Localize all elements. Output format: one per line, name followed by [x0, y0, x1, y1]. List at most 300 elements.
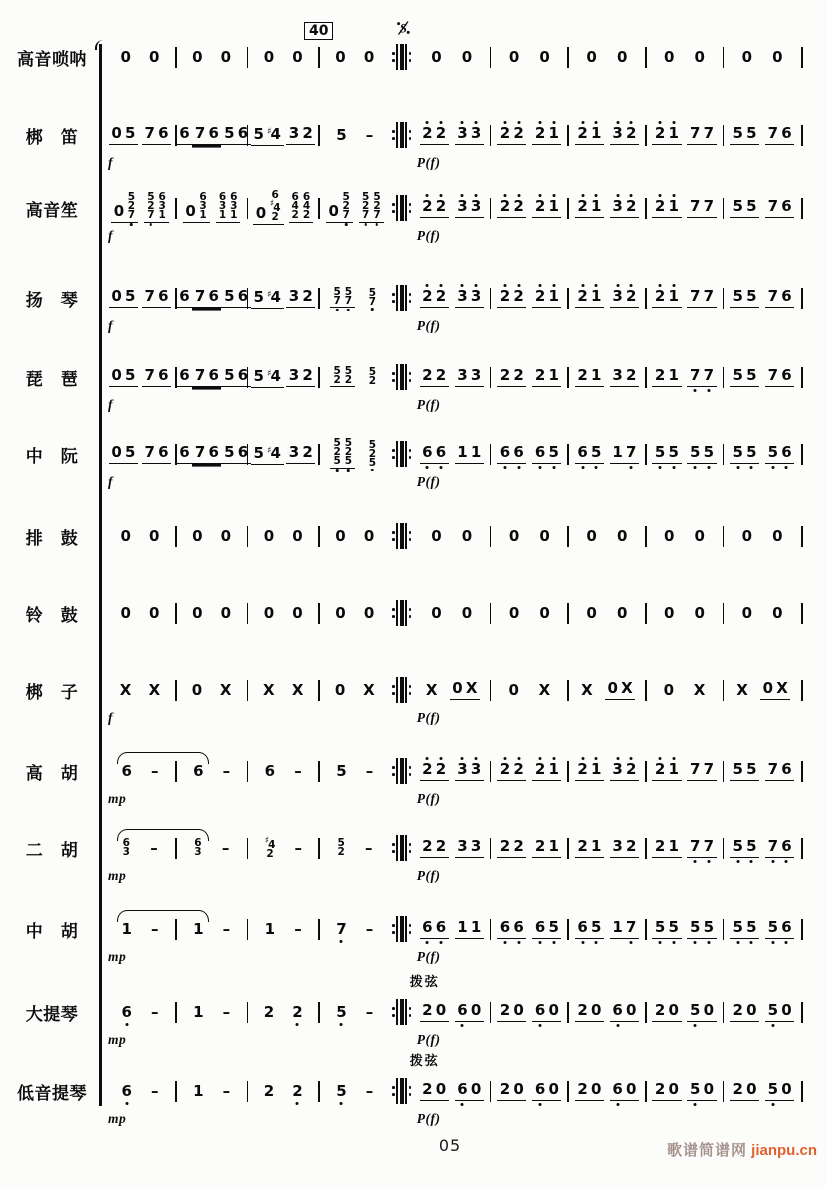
beat-group [218, 49, 234, 66]
note: 6 [193, 761, 204, 780]
note: 7 [702, 367, 716, 384]
repeat-dots [392, 843, 395, 852]
beat-group [146, 605, 162, 622]
note: 6 [302, 191, 311, 204]
measure [177, 990, 247, 1034]
note: 3 [611, 288, 625, 305]
note: 3 [470, 837, 482, 856]
note: 0 [590, 1001, 602, 1020]
notation-line [105, 749, 803, 806]
beat-group [739, 528, 755, 545]
dynamic-marking: mp [108, 1032, 127, 1047]
measure [491, 826, 567, 870]
octave-dot-low [461, 1103, 464, 1106]
note: 5 [333, 364, 341, 377]
note: 0 [435, 1001, 447, 1020]
dash-note: – [365, 1081, 374, 1100]
note: 6 [781, 366, 792, 385]
note: 0 [772, 603, 783, 622]
note: 2 [499, 366, 511, 385]
note: 1 [193, 919, 204, 938]
beat-group [532, 1081, 561, 1101]
beat-group [765, 288, 794, 308]
note: 5 [688, 1081, 702, 1098]
beat-group [730, 444, 759, 464]
repeat-dots [392, 766, 395, 775]
note: 7 [624, 919, 638, 936]
measure [248, 1069, 318, 1113]
staff-row-zhonghu [0, 907, 827, 964]
octave-dot-high [595, 194, 598, 197]
dash-note: – [294, 838, 303, 857]
note: 2 [434, 125, 448, 142]
octave-dot-low [364, 223, 367, 226]
note: 0 [616, 526, 628, 545]
note: 5 [333, 285, 341, 298]
note: 0 [431, 526, 442, 545]
beat-group [575, 919, 604, 939]
beat-group [190, 921, 206, 938]
measure [105, 432, 175, 489]
beat-group [610, 838, 639, 858]
notation-line [105, 591, 803, 635]
measure [105, 1069, 175, 1126]
note: 5 [344, 457, 352, 466]
measure [105, 276, 175, 333]
note: 6 [271, 189, 279, 202]
beat-group [692, 49, 708, 66]
repeat-dots [392, 293, 395, 302]
note: 3 [612, 837, 623, 856]
note: 5 [732, 197, 743, 216]
note: 1 [547, 198, 561, 215]
note: 5 [688, 919, 702, 936]
octave-dot-low [517, 941, 520, 944]
repeat-dots [392, 924, 395, 933]
octave-dot-low [707, 389, 710, 392]
beat-group [652, 125, 681, 145]
note-stack [343, 285, 354, 307]
note: 2 [577, 837, 588, 856]
beat-group [361, 605, 377, 622]
beat-group [420, 1002, 449, 1022]
octave-dot-high [503, 284, 506, 287]
repeat-barline-thick [400, 523, 404, 549]
instrument-label: 排 鼓 [25, 528, 79, 548]
repeat-barline-thick [400, 835, 404, 861]
note: 5 [373, 191, 381, 204]
note: 6 [512, 444, 526, 461]
note: 2 [654, 1001, 666, 1020]
note: 0 [664, 603, 675, 622]
beat-group [459, 528, 475, 545]
note: 2 [533, 125, 547, 142]
beat-group [363, 1083, 376, 1100]
instrument-label: 大提琴 [25, 1004, 79, 1024]
note: 2 [654, 837, 666, 856]
note: X [776, 679, 788, 698]
note: ♯4 [267, 125, 281, 144]
note: 3 [288, 287, 300, 306]
note: 5 [224, 124, 235, 143]
beat-group [420, 288, 449, 308]
note: 3 [456, 288, 470, 305]
note: 0 [263, 47, 275, 66]
note: 1 [667, 125, 681, 142]
octave-dot-low [785, 860, 788, 863]
staff-row-gaohu [0, 749, 827, 806]
barline [801, 526, 803, 547]
note: 0 [255, 204, 267, 223]
octave-dot-high [616, 121, 619, 124]
measure [248, 514, 318, 558]
beat-group [652, 288, 681, 308]
measure [491, 1069, 567, 1113]
beat-group [192, 444, 221, 464]
repeat-barline-thick [400, 600, 404, 626]
note: X [148, 680, 161, 699]
note: 5 [766, 1002, 780, 1019]
measure [414, 355, 490, 412]
octave-dot-high [616, 194, 619, 197]
note: 0 [111, 124, 122, 143]
beat-group [497, 1081, 526, 1101]
note: 2 [576, 198, 590, 215]
note: 1 [193, 1081, 204, 1100]
note: 5 [125, 287, 136, 306]
beat-group [429, 528, 445, 545]
beat-group [429, 605, 445, 622]
note: 5 [732, 124, 743, 143]
beat-group [109, 367, 138, 387]
measure [569, 276, 645, 320]
beat-group [610, 367, 639, 387]
note: 3 [218, 200, 227, 213]
note: 5 [335, 1004, 349, 1021]
beat-group [289, 193, 314, 223]
note: 0 [220, 526, 232, 545]
beat-group [119, 763, 135, 780]
note: 2 [653, 288, 667, 305]
beat-group [765, 125, 794, 145]
measure [569, 514, 645, 558]
octave-dot-low [539, 941, 542, 944]
repeat-sign [392, 916, 411, 942]
beat-group [326, 193, 353, 223]
note: 5 [224, 443, 235, 462]
beat-group [610, 919, 639, 939]
note: 0 [586, 526, 597, 545]
staff-row-paigu [0, 514, 827, 558]
beat-group [765, 1002, 794, 1022]
beat-group [455, 288, 484, 308]
note: 1 [612, 443, 623, 462]
note: 7 [194, 124, 206, 143]
note: 1 [612, 918, 623, 937]
octave-dot-high [517, 284, 520, 287]
note: 1 [264, 919, 276, 938]
note: 2 [147, 200, 155, 213]
repeat-sign [392, 122, 411, 148]
note: 7 [703, 197, 715, 216]
octave-dot-high [616, 284, 619, 287]
beat-group [334, 763, 350, 780]
octave-dot-low [581, 466, 584, 469]
beat-group [148, 840, 161, 857]
octave-dot-low [736, 860, 739, 863]
beat-group [216, 193, 241, 223]
note: 3 [456, 761, 470, 778]
octave-dot-low [616, 1024, 619, 1027]
note: 7 [703, 287, 715, 306]
barline [801, 47, 803, 68]
beat-group [183, 193, 210, 223]
note: X [262, 680, 275, 699]
note: 1 [547, 288, 561, 305]
beat-group [532, 1002, 561, 1022]
pizzicato-label: 拨弦 [409, 1053, 440, 1068]
note: 3 [456, 198, 470, 215]
measure [569, 907, 645, 951]
beat-group [286, 125, 315, 145]
note: ♯4 [264, 836, 276, 851]
note: 0 [470, 1080, 482, 1099]
note: 2 [422, 1080, 433, 1099]
note: 3 [469, 761, 483, 778]
notation-line [105, 113, 803, 170]
staff-row-bangzi [0, 668, 827, 725]
note: ♯4 [267, 444, 281, 463]
beat-group [687, 198, 716, 218]
repeat-barline-thin [396, 999, 398, 1025]
octave-dot-high [630, 194, 633, 197]
repeat-barline-thin [396, 122, 398, 148]
note: 6 [781, 124, 792, 143]
beat-group [429, 49, 445, 66]
note: 5 [253, 444, 264, 463]
beat-group [420, 919, 449, 939]
instrument-label: 扬 琴 [25, 290, 79, 310]
note: 5 [589, 919, 603, 936]
repeat-sign [392, 523, 411, 549]
repeat-barline-thick [400, 195, 404, 221]
octave-dot-low [340, 1023, 343, 1026]
octave-dot-low [750, 466, 753, 469]
repeat-barline-thin [396, 1078, 398, 1104]
note: 5 [362, 191, 370, 204]
note: 5 [368, 438, 377, 451]
repeat-sign [392, 44, 411, 70]
note: 5 [745, 838, 759, 855]
beat-group [532, 125, 561, 145]
measure [491, 749, 567, 793]
beat-group [575, 1081, 604, 1101]
beat-group [687, 761, 716, 781]
note: 2 [512, 125, 526, 142]
note: ♯4 [267, 288, 281, 307]
note: 7 [144, 366, 155, 385]
note: 6 [611, 1002, 625, 1019]
octave-dot-low [552, 941, 555, 944]
note: 7 [368, 298, 376, 307]
note: 7 [144, 124, 155, 143]
octave-dot-low [659, 466, 662, 469]
beat-group [190, 763, 206, 780]
notation-line [105, 186, 803, 243]
octave-dot-low [336, 309, 339, 312]
beat-group [584, 49, 600, 66]
beat-group [730, 1081, 759, 1101]
rehearsal-mark: 40 [304, 22, 333, 40]
beat-group [532, 288, 561, 308]
note: 3 [288, 366, 300, 385]
note: 5 [368, 366, 377, 378]
note: 0 [334, 680, 346, 699]
repeat-sign [392, 285, 411, 311]
notation-line [105, 276, 803, 333]
beat-group [217, 682, 234, 699]
beat-group [120, 839, 133, 857]
note: 2 [434, 288, 448, 305]
octave-dot-high [517, 121, 520, 124]
note: 5 [337, 837, 345, 849]
beat-group [575, 367, 604, 387]
repeat-dots [409, 130, 412, 139]
note: 0 [452, 679, 463, 698]
note: 1 [457, 443, 468, 462]
note: 0 [590, 1080, 602, 1099]
watermark-site-link[interactable]: jianpu.cn [751, 1142, 817, 1159]
measure [569, 113, 645, 157]
note: 0 [292, 526, 303, 545]
sharp-sign: ♯ [267, 446, 272, 457]
octave-dot-low [785, 941, 788, 944]
beat-group [730, 919, 759, 939]
beat-group [290, 605, 306, 622]
note: 5 [147, 191, 155, 204]
beat-group [221, 125, 250, 145]
note: 0 [626, 1001, 637, 1020]
note: 7 [194, 443, 206, 462]
note: 0 [192, 603, 203, 622]
note: 6 [230, 191, 238, 204]
note: X [693, 680, 706, 699]
note: 2 [624, 288, 638, 305]
note: 0 [746, 1080, 757, 1099]
beat-group [190, 1083, 206, 1100]
beat-group [652, 367, 681, 387]
note: 7 [127, 211, 135, 220]
dynamic-marking: P(f) [416, 318, 441, 333]
barline [801, 761, 803, 782]
octave-dot-low [125, 1023, 128, 1026]
note: 0 [120, 47, 131, 66]
note: 2 [302, 287, 313, 306]
note: 0 [120, 603, 131, 622]
note: 2 [534, 837, 546, 856]
beat-group [420, 367, 449, 387]
octave-dot-low [345, 223, 348, 226]
svg-text:S: S [399, 20, 408, 36]
note: X [425, 680, 438, 699]
beat-group [190, 528, 206, 545]
beat-group [765, 444, 794, 464]
measure [724, 591, 800, 635]
note-stack [360, 193, 371, 220]
note-stack [145, 193, 156, 220]
note: 5 [766, 444, 780, 461]
repeat-dots [409, 372, 412, 381]
repeat-dots [409, 531, 412, 540]
measure [248, 355, 318, 399]
measure [491, 591, 567, 635]
beat-group [497, 761, 526, 781]
octave-dot-low [707, 466, 710, 469]
note: 0 [328, 202, 339, 221]
measure [569, 749, 645, 793]
instrument-label: 二 胡 [25, 840, 79, 860]
beat-group [363, 127, 376, 144]
octave-dot-low [340, 940, 343, 943]
repeat-sign [392, 364, 411, 390]
note: 5 [746, 197, 757, 216]
beat-group [260, 682, 277, 699]
measure [491, 907, 567, 951]
beat-group [610, 1002, 639, 1022]
barline [801, 444, 803, 465]
measure [177, 514, 247, 558]
beat-group [420, 1081, 449, 1101]
beat-group [652, 919, 681, 939]
note-stack [217, 193, 228, 220]
note: 0 [694, 47, 705, 66]
beat-group [687, 838, 716, 858]
octave-dot-low [771, 860, 774, 863]
beat-group [361, 528, 377, 545]
beat-group [366, 289, 379, 307]
note: 6 [780, 444, 794, 461]
note: 2 [344, 373, 353, 386]
notation-line [105, 668, 803, 725]
beat-group [220, 763, 233, 780]
note: 0 [772, 526, 783, 545]
staff-row-gaoyin-suona [0, 35, 827, 79]
measure [647, 432, 723, 476]
note: 0 [539, 526, 550, 545]
repeat-barline-thick [400, 122, 404, 148]
note: 1 [230, 209, 238, 222]
instrument-label: 铃 鼓 [25, 605, 79, 625]
note: 2 [421, 288, 435, 305]
note: 2 [333, 373, 341, 386]
beat-group [652, 1002, 681, 1022]
measure [724, 113, 800, 157]
octave-dot-high [552, 121, 555, 124]
repeat-dots [409, 293, 412, 302]
note: 5 [732, 760, 743, 779]
dynamic-marking: mp [108, 868, 127, 883]
beat-group [532, 919, 561, 939]
measure [491, 276, 567, 320]
note: 1 [590, 366, 602, 385]
note: 0 [548, 1001, 559, 1020]
note: 3 [122, 846, 130, 858]
beat-group [575, 761, 604, 781]
note: 6 [194, 837, 202, 849]
note: 3 [612, 366, 623, 385]
beat-group [286, 288, 315, 308]
note: 7 [767, 124, 779, 143]
